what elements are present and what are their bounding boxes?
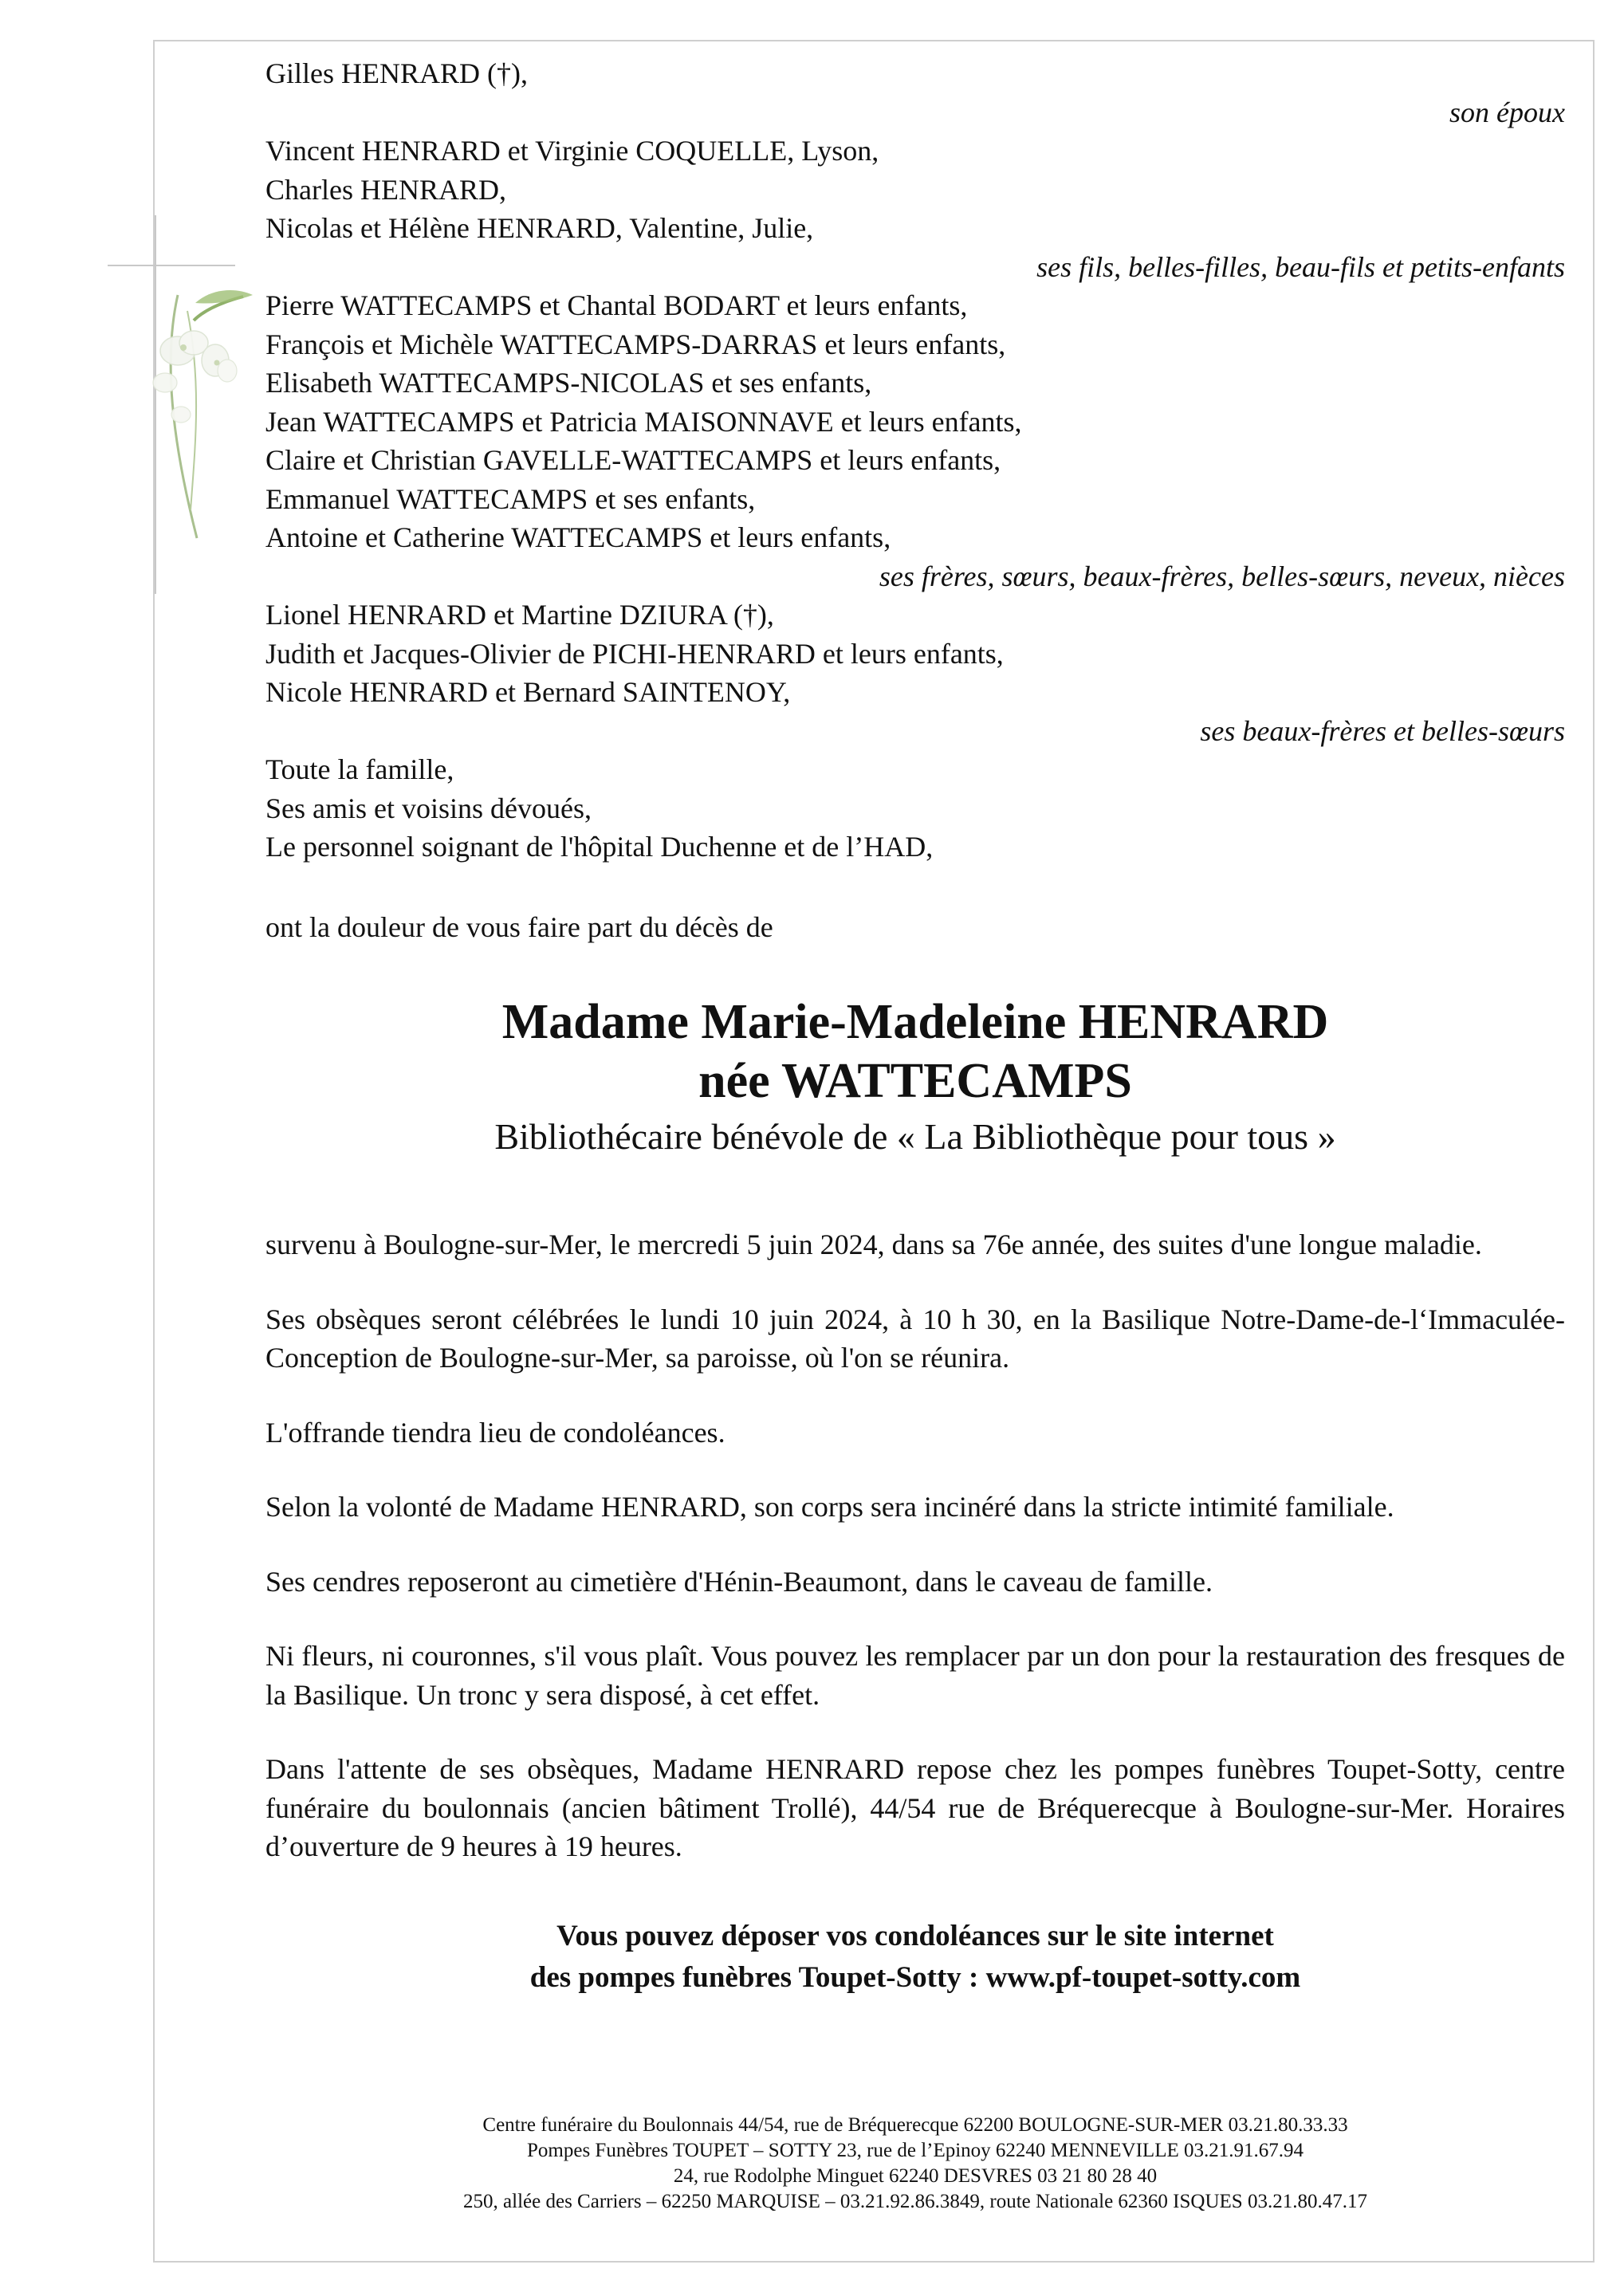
family-line: Elisabeth WATTECAMPS-NICOLAS et ses enfants,	[265, 367, 872, 399]
family-line: Toute la famille,	[265, 753, 454, 785]
family-line: Vincent HENRARD et Virginie COQUELLE, Lyson,	[265, 135, 879, 167]
deceased-title: Bibliothécaire bénévole de « La Bibliothèque pour tous »	[494, 1116, 1336, 1157]
announcement: ont la douleur de vous faire part du décès de	[265, 910, 773, 943]
paragraph-ashes: Ses cendres reposeront au cimetière d'Hénin-Beaumont, dans le caveau de famille.	[265, 1565, 1213, 1598]
paragraph-offering: L'offrande tiendra lieu de condoléances.	[265, 1416, 725, 1449]
family-line: Judith et Jacques-Olivier de PICHI-HENRARD et leurs enfants,	[265, 637, 1004, 670]
deceased-heading	[265, 993, 1565, 1162]
family-line: Ses amis et voisins dévoués,	[265, 792, 592, 824]
family-line: Pierre WATTECAMPS et Chantal BODART et leurs enfants,	[265, 289, 968, 321]
paragraph-death: survenu à Boulogne-sur-Mer, le mercredi 5 juin 2024, dans sa 76e année, des suites d'une longue maladie.	[265, 1229, 1482, 1260]
footer-line: Pompes Funèbres TOUPET – SOTTY 23, rue de l’Epinoy 62240 MENNEVILLE 03.21.91.67.94	[527, 2140, 1304, 2161]
family-line: Claire et Christian GAVELLE-WATTECAMPS et leurs enfants,	[265, 444, 1001, 476]
footer-line: 24, rue Rodolphe Minguet 62240 DESVRES 03 21 80 28 40	[673, 2165, 1158, 2187]
paragraph-cremation: Selon la volonté de Madame HENRARD, son corps sera incinéré dans la stricte intimité familiale.	[265, 1491, 1394, 1523]
family-role: ses fils, belles-filles, beau-fils et petits-enfants	[1036, 250, 1565, 283]
family-role: ses frères, sœurs, beaux-frères, belles-sœurs, neveux, nièces	[879, 560, 1565, 592]
family-children	[265, 132, 1565, 286]
family-role: son époux	[1449, 96, 1565, 128]
family-others	[265, 750, 1565, 867]
condolences-line-2: des pompes funèbres Toupet-Sotty : www.pf-toupet-sotty.com	[529, 1960, 1301, 1994]
deceased-name: Madame Marie-Madeleine HENRARD	[501, 995, 1329, 1049]
family-line: Emmanuel WATTECAMPS et ses enfants,	[265, 482, 756, 515]
condolences-line-1: Vous pouvez déposer vos condoléances sur le site internet	[556, 1919, 1274, 1952]
family-line: Antoine et Catherine WATTECAMPS et leurs enfants,	[265, 521, 891, 553]
paragraph-visitation: Dans l'attente de ses obsèques, Madame HENRARD repose chez les pompes funèbres Toupet-Sotty, centre funéraire du boulonnais (ancien bâtiment Trollé), 44/54 rue de Bréquerecque à Boulogne-sur-Mer. Horaires d’ouverture de 9 heures à 19 heures.	[265, 1753, 1565, 1862]
family-siblings	[265, 286, 1565, 596]
family-line: Lionel HENRARD et Martine DZIURA (†),	[265, 599, 774, 631]
notice-body	[265, 54, 1565, 1999]
footer-line: 250, allée des Carriers – 62250 MARQUISE – 03.21.92.86.3849, route Nationale 62360 ISQUES 03.21.80.47.17	[463, 2191, 1367, 2212]
paragraph-flowers: Ni fleurs, ni couronnes, s'il vous plaît. Vous pouvez les remplacer par un don pour la restauration des fresques de la Basilique. Un tronc y sera disposé, à cet effet.	[265, 1640, 1565, 1711]
paragraph-funeral: Ses obsèques seront célébrées le lundi 10 juin 2024, à 10 h 30, en la Basilique Notre-Dame-de-l‘Immaculée-Conception de Boulogne-sur-Mer, sa paroisse, où l'on se réunira.	[265, 1303, 1565, 1374]
family-husband	[265, 54, 1565, 132]
family-role: ses beaux-frères et belles-sœurs	[1200, 714, 1565, 747]
family-line: Gilles HENRARD (†),	[265, 57, 528, 89]
family-in-laws	[265, 596, 1565, 750]
family-line: Le personnel soignant de l'hôpital Duchenne et de l’HAD,	[265, 831, 934, 863]
family-line: Charles HENRARD,	[265, 173, 506, 206]
deceased-maiden-name: née WATTECAMPS	[698, 1054, 1132, 1108]
family-line: Jean WATTECAMPS et Patricia MAISONNAVE et leurs enfants,	[265, 405, 1022, 438]
condolences-notice	[265, 1916, 1565, 1999]
family-line: Nicole HENRARD et Bernard SAINTENOY,	[265, 676, 791, 708]
family-line: François et Michèle WATTECAMPS-DARRAS et leurs enfants,	[265, 328, 1006, 360]
family-line: Nicolas et Hélène HENRARD, Valentine, Julie,	[265, 212, 814, 244]
footer-line: Centre funéraire du Boulonnais 44/54, rue de Bréquerecque 62200 BOULOGNE-SUR-MER 03.21.80.33.33	[482, 2114, 1348, 2136]
funeral-home-footer	[265, 2113, 1565, 2215]
